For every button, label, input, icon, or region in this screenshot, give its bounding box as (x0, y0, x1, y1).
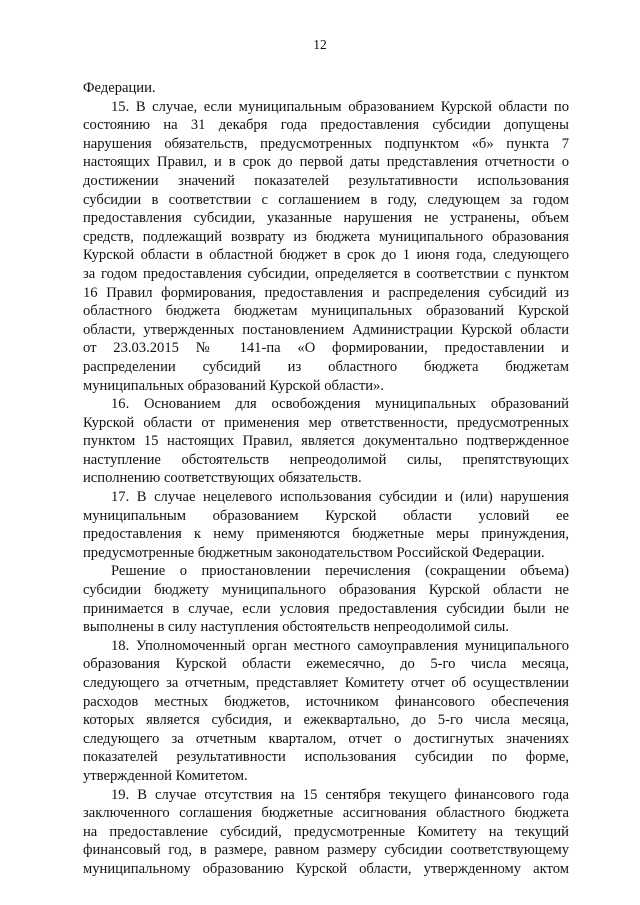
text-line: 18. Уполномоченный орган местного самоуправления муниципального (111, 637, 569, 654)
text-line: области, утвержденных постановлением Администрации Курской области (83, 321, 569, 338)
text-line: Решение о приостановлении перечисления (сокращении объема) (111, 563, 569, 580)
text-line: Курской области от применения мер ответственности, предусмотренных (83, 414, 569, 431)
text-line: следующего за отчетным, представляет Комитету отчет об осуществлении (83, 675, 569, 691)
text-line: следующего за отчетным кварталом, отчет о достигнутых значениях (83, 730, 569, 747)
text-line: состоянию на 31 декабря года предоставления субсидии допущены (83, 117, 569, 134)
text-line: утвержденной Комитетом. (83, 767, 248, 784)
text-line: от 23.03.2015 № 141-па «О формировании, предоставлении и (83, 340, 569, 357)
text-line: 16. Основанием для освобождения муниципальных образований (111, 396, 569, 413)
text-line: принимается в случае, если условия предоставления субсидии были не (83, 600, 569, 617)
text-line: субсидии бюджету муниципального образования Курской области не (83, 582, 569, 599)
text-line: выполнены в силу наступления обстоятельств непреодолимой силы. (83, 619, 509, 636)
text-line: муниципальных образований Курской области». (83, 377, 384, 394)
text-line: предоставления к нему применяются бюджетные меры принуждения, (83, 526, 569, 543)
text-line: исполнению соответствующих обязательств. (83, 470, 362, 487)
text-line: 19. В случае отсутствия на 15 сентября текущего финансового года (111, 786, 569, 803)
text-line: нарушения обязательств, предусмотренных подпунктом «б» пункта 7 (83, 135, 569, 152)
page-number: 12 (313, 37, 327, 52)
text-line: муниципальным образованием Курской области условий ее (83, 507, 569, 524)
text-line: Курской области в областной бюджет в срок до 1 июня года, следующего (83, 247, 569, 264)
text-line: 16 Правил формирования, предоставления и распределения субсидий из (83, 284, 569, 301)
text-line: предусмотренные бюджетным законодательством Российской Федерации. (83, 544, 545, 561)
text-line: расходов местных бюджетов, источником финансового обеспечения (83, 693, 569, 710)
text-line: областного бюджета бюджетам муниципальных образований Курской (83, 303, 569, 320)
text-line: предоставления субсидии, указанные нарушения не устранены, объем (83, 210, 569, 227)
text-line: настоящих Правил, и в срок до первой даты представления отчетности о (83, 154, 569, 171)
text-line: которых является субсидия, и ежеквартально, до 5-го числа месяца, (83, 712, 569, 729)
text-line: пунктом 15 настоящих Правил, является документально подтвержденное (83, 433, 569, 450)
text-line: финансовый год, в размере, равном размеру субсидии соответствующему (83, 842, 569, 859)
text-line: распределении субсидий из областного бюджета бюджетам (83, 358, 569, 375)
text-line: на предоставление субсидий, предусмотренные Комитету на текущий (83, 823, 569, 840)
text-line: достижении значений показателей результативности использования (83, 172, 569, 189)
text-line: субсидии в соответствии с соглашением в году, следующем за годом (83, 191, 569, 208)
document-body (83, 79, 569, 879)
text-line: наступление обстоятельств непреодолимой силы, препятствующих (83, 451, 569, 468)
text-line: средств, подлежащий возврату из бюджета муниципального образования (83, 228, 569, 245)
text-line: заключенного соглашения бюджетные ассигнования областного бюджета (83, 805, 569, 822)
text-line: показателей результативности использования субсидии по форме, (83, 749, 569, 766)
text-line: за годом предоставления субсидии, определяется в соответствии с пунктом (83, 265, 569, 282)
text-line: образования Курской области ежемесячно, до 5-го числа месяца, (83, 656, 569, 673)
text-line: Федерации. (83, 80, 156, 96)
text-line: муниципальному образованию Курской области, утвержденному актом (83, 860, 569, 877)
text-line: 17. В случае нецелевого использования субсидии и (или) нарушения (111, 489, 569, 506)
text-line: 15. В случае, если муниципальным образованием Курской области по (111, 98, 569, 115)
